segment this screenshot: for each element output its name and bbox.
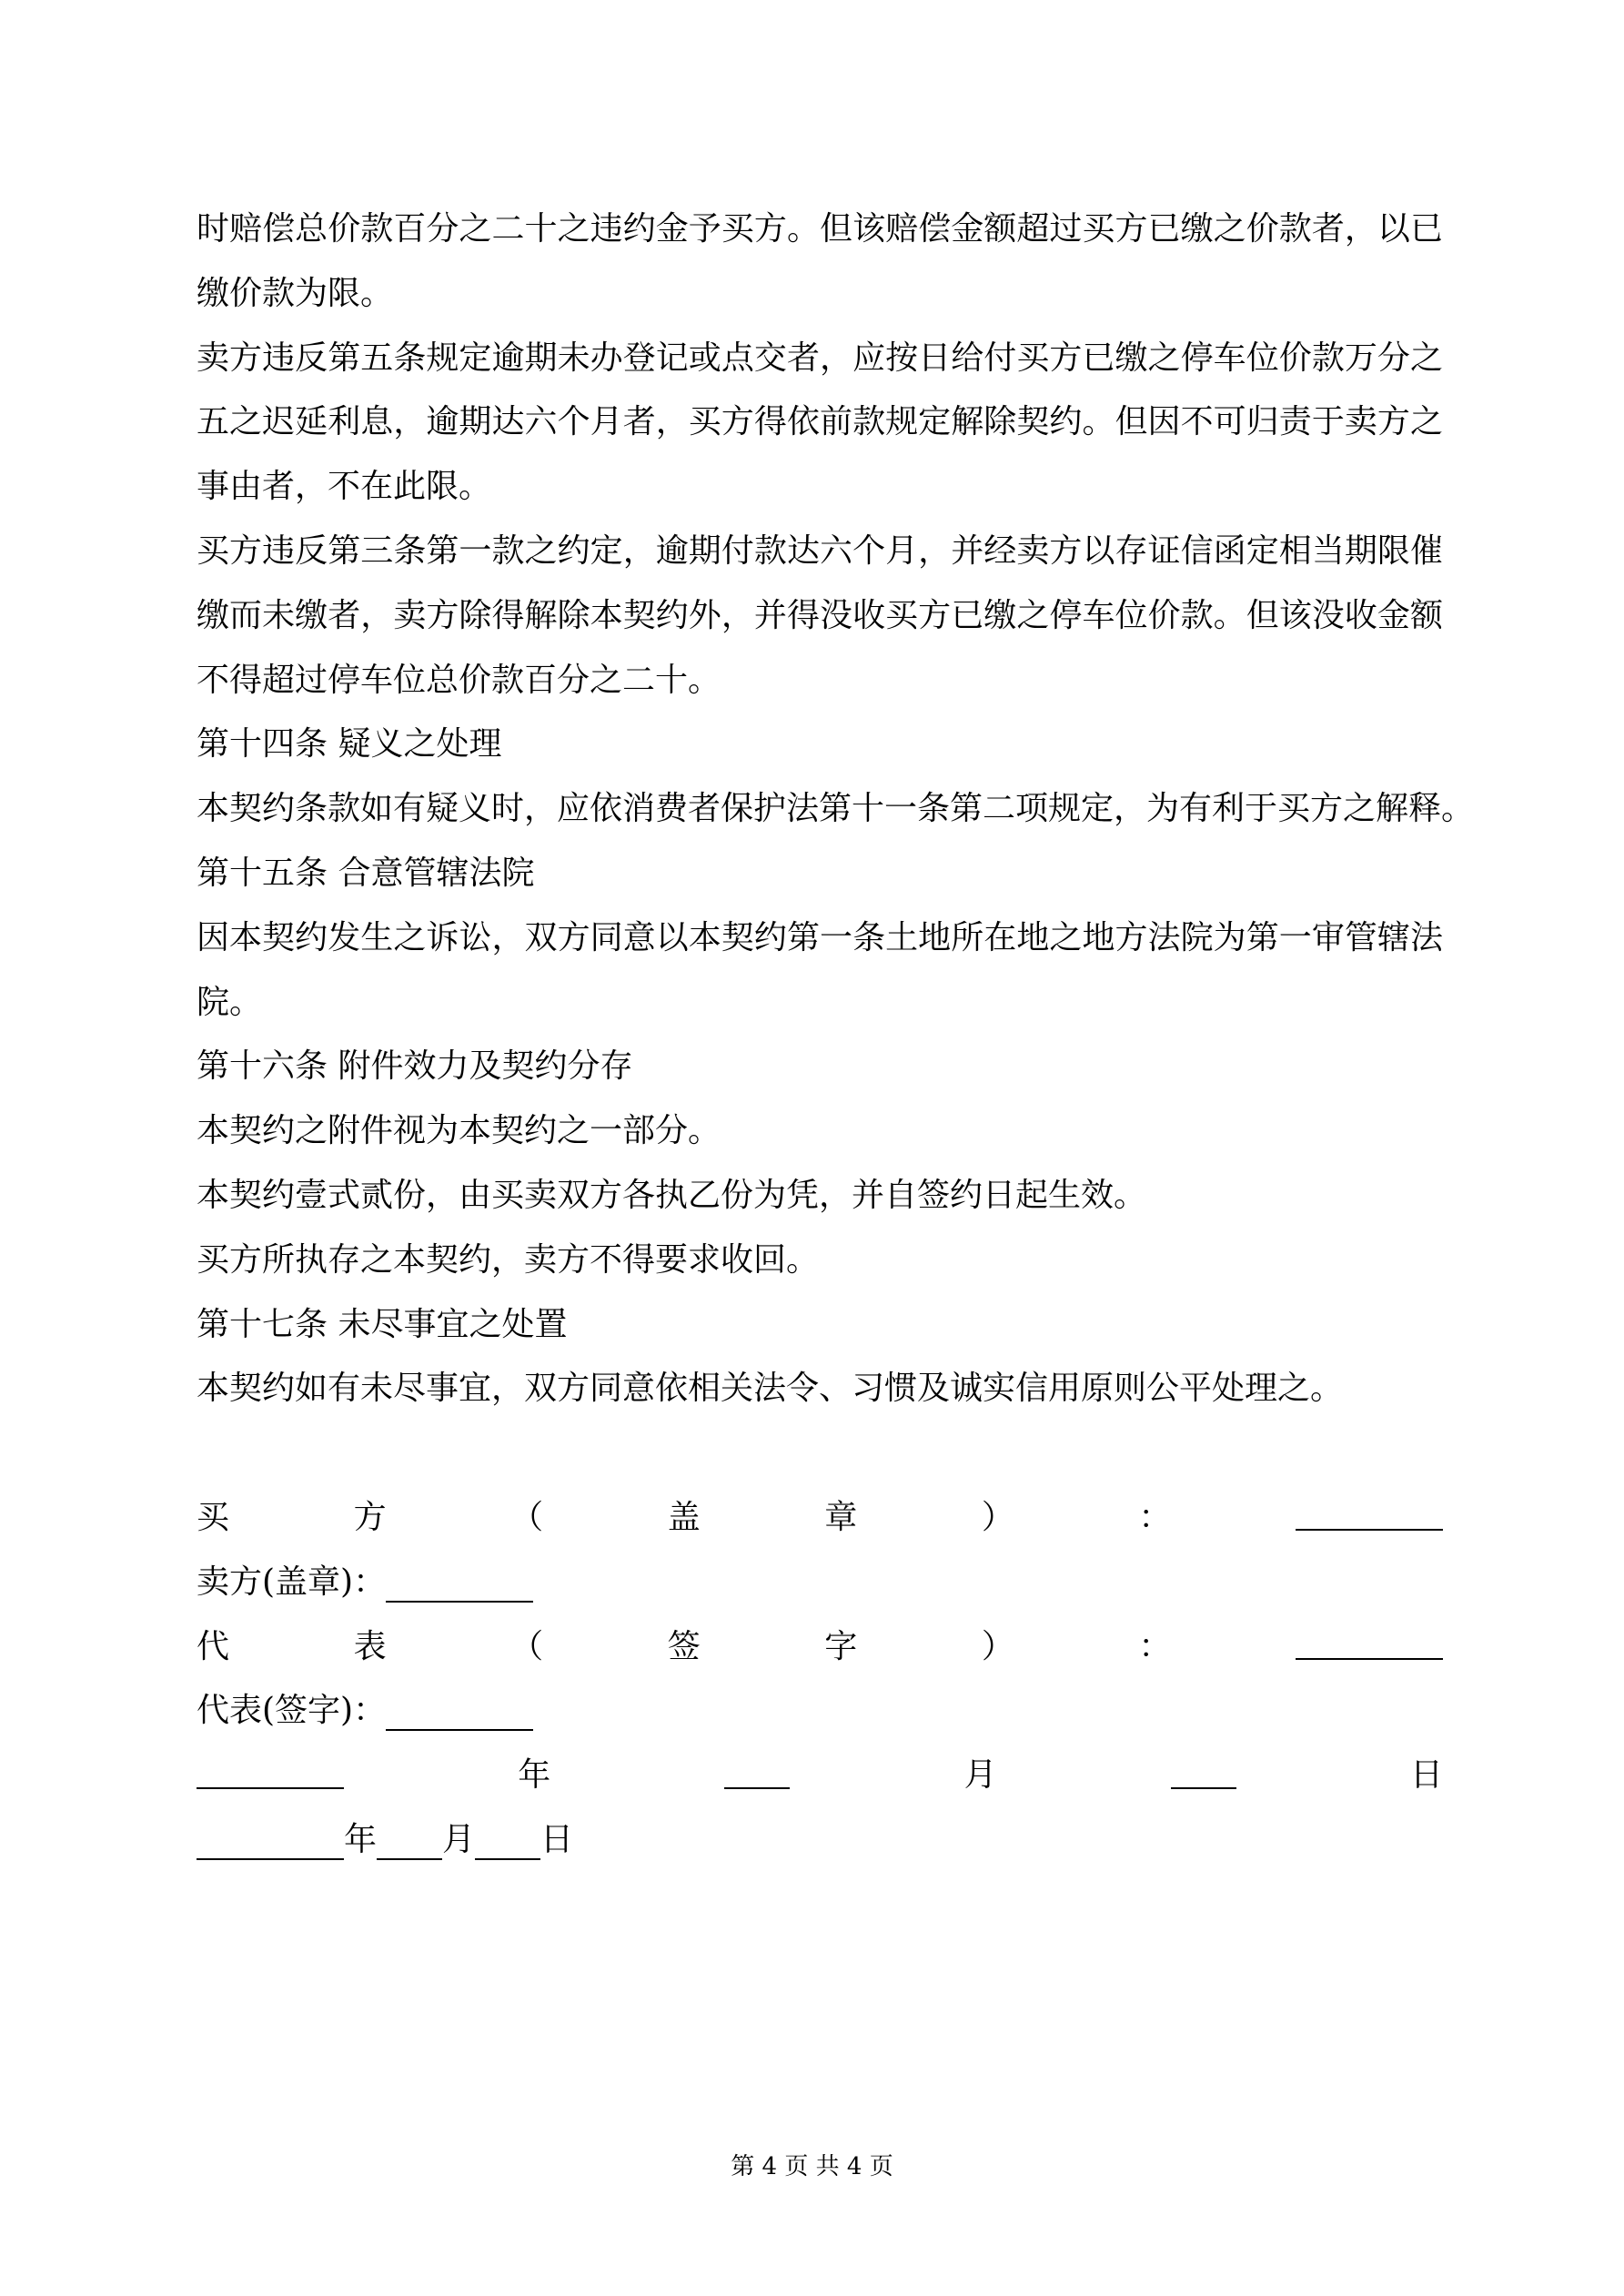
page-number: 第 4 页 共 4 页 (731, 2153, 893, 2180)
text-line: 五之迟延利息，逾期达六个月者，买方得依前款规定解除契约。但因不可归责于卖方之 (197, 403, 1443, 441)
buyer-char: 章 (824, 1498, 858, 1536)
rep-char: （ (510, 1627, 544, 1665)
text-line: 时赔偿总价款百分之二十之违约金予买方。但该赔偿金额超过买方已缴之价款者，以已 (197, 210, 1443, 248)
text-line: 不得超过停车位总价款百分之二十。 (197, 661, 721, 699)
text-line: 卖方违反第五条规定逾期未办登记或点交者，应按日给付买方已缴之停车位价款万分之 (197, 339, 1443, 377)
day-label: 日 (1409, 1756, 1443, 1795)
text-line: 第十五条 合意管辖法院 (197, 854, 535, 892)
text-line: 本契约壹式贰份，由买卖双方各执乙份为凭，并自签约日起生效。 (197, 1176, 1147, 1214)
year-label: 年 (518, 1756, 551, 1795)
buyer-char: 盖 (667, 1498, 701, 1536)
contract-text (197, 197, 1475, 1421)
rep-char: ： (1138, 1627, 1172, 1665)
document-body (197, 197, 1475, 1873)
rep-char: ） (981, 1627, 1014, 1665)
seller-rep-line (197, 1679, 1443, 1744)
buyer-rep-line (197, 1615, 1443, 1680)
buyer-char: ） (981, 1498, 1014, 1536)
buyer-seal-line (197, 1486, 1443, 1551)
month-label: 月 (963, 1756, 997, 1795)
buyer-char: （ (510, 1498, 544, 1536)
text-line: 本契约如有未尽事宜，双方同意依相关法令、习惯及诚实信用原则公平处理之。 (197, 1370, 1344, 1408)
seller-rep-label: 代表(签字)： (197, 1692, 387, 1730)
seller-rep-blank[interactable] (386, 1693, 533, 1731)
text-line: 院。 (197, 983, 263, 1021)
month-blank[interactable] (724, 1751, 790, 1789)
buyer-rep-blank[interactable] (1296, 1622, 1443, 1660)
seller-date-line (197, 1808, 1443, 1873)
text-line: 因本契约发生之诉讼，双方同意以本契约第一条土地所在地之地方法院为第一审管辖法 (197, 918, 1443, 956)
text-line: 第十四条 疑义之处理 (197, 725, 502, 764)
buyer-char: ： (1138, 1498, 1172, 1536)
rep-char: 表 (353, 1627, 387, 1665)
buyer-seal-blank[interactable] (1296, 1492, 1443, 1531)
buyer-char: 方 (353, 1498, 387, 1536)
text-line: 缴而未缴者，卖方除得解除本契约外，并得没收买方已缴之停车位价款。但该没收金额 (197, 596, 1443, 634)
buyer-date-line (197, 1744, 1443, 1808)
blank-line (197, 1421, 1443, 1486)
rep-char: 代 (197, 1627, 230, 1665)
text-line: 买方所执存之本契约，卖方不得要求收回。 (197, 1240, 820, 1279)
text-line: 本契约之附件视为本契约之一部分。 (197, 1112, 721, 1150)
day-blank[interactable] (1171, 1751, 1236, 1789)
seller-seal-line (197, 1551, 1443, 1615)
day-blank[interactable] (475, 1822, 540, 1860)
text-line: 买方违反第三条第一款之约定，逾期付款达六个月，并经卖方以存证信函定相当期限催 (197, 531, 1443, 570)
seller-seal-blank[interactable] (386, 1564, 533, 1603)
buyer-char: 买 (197, 1498, 230, 1536)
text-line: 事由者，不在此限。 (197, 468, 492, 506)
text-line: 本契约条款如有疑义时，应依消费者保护法第十一条第二项规定，为有利于买方之解释。 (197, 790, 1475, 828)
year-blank[interactable] (197, 1751, 344, 1789)
month-blank[interactable] (377, 1822, 442, 1860)
rep-char: 字 (824, 1627, 858, 1665)
day-label: 日 (540, 1820, 574, 1858)
text-line: 第十六条 附件效力及契约分存 (197, 1047, 633, 1086)
seller-seal-label: 卖方(盖章)： (197, 1563, 387, 1601)
text-line: 第十七条 未尽事宜之处置 (197, 1305, 568, 1343)
text-line: 缴价款为限。 (197, 274, 394, 312)
rep-char: 签 (667, 1627, 701, 1665)
year-label: 年 (344, 1820, 378, 1858)
year-blank[interactable] (197, 1822, 344, 1860)
month-label: 月 (442, 1820, 476, 1858)
